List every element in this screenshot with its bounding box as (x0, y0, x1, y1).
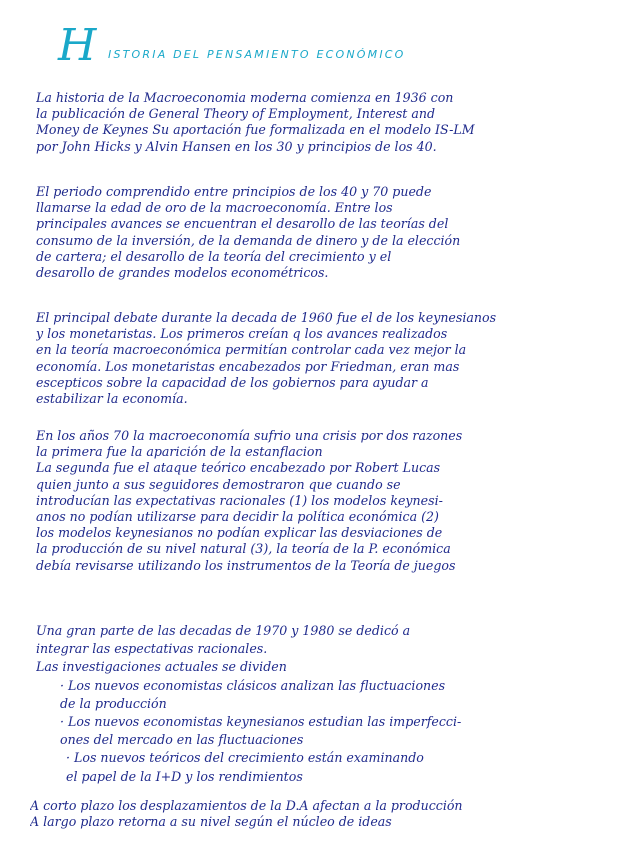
list-item-continuation: el papel de la I+D y los rendimientos (66, 768, 303, 784)
title-initial: H (58, 20, 97, 71)
text-line: escepticos sobre la capacidad de los gobiernos para ayudar a (36, 374, 429, 390)
paragraph-1 (36, 90, 584, 155)
title-text: ISTORIA DEL PENSAMIENTO ECONÓMICO (108, 48, 406, 61)
text-line: La segunda fue el ataque teórico encabezado por Robert Lucas (36, 460, 441, 476)
list-item: · Los nuevos teóricos del crecimiento están examinando (66, 750, 424, 766)
paragraph-4 (36, 428, 584, 574)
paragraph-3 (36, 310, 584, 407)
page-title (58, 22, 498, 74)
text-line: la primera fue la aparición de la estanflacion (36, 444, 323, 460)
list-item: · Los nuevos economistas keynesianos estudian las imperfecci- (60, 714, 462, 730)
text-line: Las investigaciones actuales se dividen (36, 659, 287, 675)
list-item-continuation: ones del mercado en las fluctuaciones (60, 732, 304, 748)
text-line: la producción de su nivel natural (3), la teoría de la P. económica (36, 541, 451, 557)
text-line: estabilizar la economía. (36, 391, 188, 407)
text-line: introducían las expectativas racionales (1) los modelos keynesi- (36, 492, 443, 508)
text-line: Money de Keynes Su aportación fue formalizada en el modelo IS-LM (36, 122, 475, 138)
text-line: Una gran parte de las decadas de 1970 y 1980 se dedicó a (36, 623, 411, 638)
text-line: llamarse la edad de oro de la macroeconomía. Entre los (36, 200, 393, 216)
text-line: economía. Los monetaristas encabezados por Friedman, eran mas (36, 358, 460, 374)
paragraph-2 (36, 184, 584, 281)
list-item: · Los nuevos economistas clásicos analizan las fluctuaciones (60, 677, 446, 693)
text-line: y los monetaristas. Los primeros creían q los avances realizados (36, 326, 448, 342)
text-line: A corto plazo los desplazamientos de la D.A afectan a la producción (30, 798, 463, 813)
text-line: anos no podían utilizarse para decidir la política económica (2) (36, 509, 439, 525)
text-line: desarollo de grandes modelos econométricos. (36, 265, 329, 281)
text-line: debía revisarse utilizando los instrumentos de la Teoría de juegos (36, 557, 456, 573)
text-line: La historia de la Macroeconomia moderna comienza en 1936 con (36, 90, 454, 105)
text-line: consumo de la inversión, de la demanda de dinero y de la elección (36, 232, 461, 248)
text-line: A largo plazo retorna a su nivel según el núcleo de ideas (30, 814, 392, 830)
paragraph-6 (30, 798, 590, 830)
text-line: En los años 70 la macroeconomía sufrio una crisis por dos razones (36, 428, 463, 443)
text-line: en la teoría macroeconómica permitían controlar cada vez mejor la (36, 342, 467, 358)
text-line: los modelos keynesianos no podían explicar las desviaciones de (36, 525, 443, 541)
text-line: El periodo comprendido entre principios de los 40 y 70 puede (36, 184, 432, 199)
text-line: de cartera; el desarollo de la teoría del crecimiento y el (36, 248, 392, 264)
text-line: la publicación de General Theory of Employment, Interest and (36, 106, 436, 122)
list-item-continuation: de la producción (60, 695, 167, 711)
paragraph-5 (36, 622, 584, 786)
text-line: principales avances se encuentran el desarollo de las teorías del (36, 216, 449, 232)
text-line: por John Hicks y Alvin Hansen en los 30 y principios de los 40. (36, 138, 437, 154)
text-line: quien junto a sus seguidores demostraron que cuando se (36, 476, 401, 492)
text-line: El principal debate durante la decada de 1960 fue el de los keynesianos (36, 310, 497, 325)
text-line: integrar las espectativas racionales. (36, 641, 268, 657)
